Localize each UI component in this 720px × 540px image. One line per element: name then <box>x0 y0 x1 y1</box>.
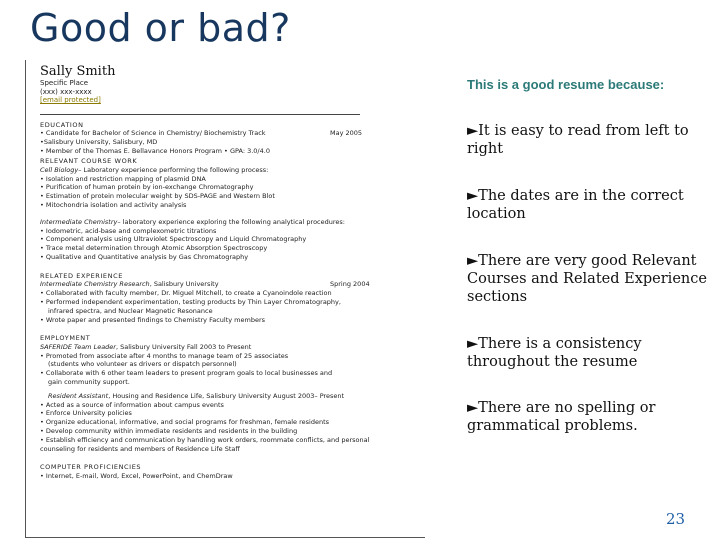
employment-heading: EMPLOYMENT <box>40 334 91 343</box>
related-heading: RELATED EXPERIENCE <box>40 271 123 280</box>
list-item: infrared spectra, and Nuclear Magnetic Resonance <box>48 306 213 315</box>
courses-heading: RELEVANT COURSE WORK <box>40 157 138 166</box>
emp1-title-row: SAFERIDE Team Leader, Salisbury University Fall 2003 to Present <box>40 342 252 351</box>
computer-heading: COMPUTER PROFICIENCIES <box>40 463 142 472</box>
list-item: • Performed independent experimentation, testing products by Thin Layer Chromatography, <box>40 297 341 306</box>
commentary-point: ►The dates are in the correct location <box>467 188 684 222</box>
commentary-point: ►It is easy to read from left to right <box>467 123 689 157</box>
list-item: • Collaborate with 6 other team leaders to present program goals to local businesses and <box>40 369 333 378</box>
resume-name: Sally Smith <box>40 64 116 79</box>
list-item: • Promoted from associate after 4 months to manage team of 25 associates <box>40 351 289 360</box>
list-item: • Wrote paper and presented findings to Chemistry Faculty members <box>40 315 266 324</box>
commentary-point: ►There are very good Relevant Courses and Related Experience sections <box>467 253 707 305</box>
list-item: (students who volunteer as drivers or dispatch personnel) <box>48 360 237 369</box>
related-date: Spring 2004 <box>330 280 370 289</box>
list-item: • Qualitative and Quantitative analysis by Gas Chromatography <box>40 253 249 262</box>
resume-document <box>25 60 425 538</box>
list-item: • Purification of human protein by ion-exchange Chromatography <box>40 183 254 192</box>
cell-bio-course: Cell Biology– Laboratory experience performing the following process: <box>40 165 269 174</box>
list-item: • Organize educational, informative, and social programs for freshman, female residents <box>40 418 330 427</box>
education-honors: • Member of the Thomas E. Bellavance Honors Program • GPA: 3.0/4.0 <box>40 146 270 155</box>
education-degree: • Candidate for Bachelor of Science in Chemistry/ Biochemistry Track May 2005 <box>40 129 363 137</box>
resume-email-link[interactable]: [email protected] <box>40 96 101 104</box>
int-chem-course: Intermediate Chemistry– laboratory experience exploring the following analytical procedures: <box>40 217 345 226</box>
commentary-heading: This is a good resume because: <box>467 77 665 92</box>
list-item: • Acted as a source of information about campus events <box>40 400 224 409</box>
list-item: • Component analysis using Ultraviolet Spectroscopy and Liquid Chromatography <box>40 235 307 244</box>
page-number: 23 <box>666 510 686 528</box>
slide-title: Good or bad? <box>30 6 291 50</box>
resume-phone: (xxx) xxx-xxxx <box>40 87 92 96</box>
resume-divider <box>40 114 360 115</box>
education-date: May 2005 <box>330 129 363 137</box>
list-item: • Collaborated with faculty member, Dr. Miguel Mitchell, to create a Cyanoindole reaction <box>40 289 332 298</box>
list-item: counseling for residents and members of Residence Life Staff <box>40 444 240 453</box>
list-item: • Establish efficiency and communication by handling work orders, roommate conflicts, and personal <box>40 435 370 444</box>
list-item: • Isolation and restriction mapping of plasmid DNA <box>40 174 206 183</box>
education-school: •Salisbury University, Salisbury, MD <box>40 137 158 146</box>
emp2-title-row: Resident Assistant, Housing and Residence Life, Salisbury University August 2003– Present <box>48 391 345 400</box>
list-item: • Enforce University policies <box>40 409 132 418</box>
list-item: • Develop community within immediate residents and residents in the building <box>40 427 298 436</box>
list-item: • Trace metal determination through Atomic Absorption Spectroscopy <box>40 244 268 253</box>
list-item: • Mitochondria isolation and activity analysis <box>40 201 187 210</box>
commentary-point: ►There is a consistency throughout the resume <box>467 336 642 370</box>
resume-place: Specific Place <box>40 79 89 87</box>
related-title-row: Intermediate Chemistry Research, Salisbury University Spring 2004 <box>40 280 370 289</box>
education-heading: EDUCATION <box>40 120 84 129</box>
emp2-title: Resident Assistant <box>48 391 109 400</box>
list-item: • Iodometric, acid-base and complexometric titrations <box>40 226 217 235</box>
commentary-point: ►There are no spelling or grammatical problems. <box>467 400 656 434</box>
computer-skills: • Internet, E-mail, Word, Excel, PowerPoint, and ChemDraw <box>40 471 233 480</box>
emp1-title: SAFERIDE Team Leader <box>40 342 116 351</box>
list-item: gain community support. <box>48 378 130 387</box>
list-item: • Estimation of protein molecular weight by SDS-PAGE and Western Blot <box>40 192 275 201</box>
cell-bio-title: Cell Biology <box>40 165 79 174</box>
related-title: Intermediate Chemistry Research <box>40 280 150 289</box>
int-chem-title: Intermediate Chemistry <box>40 217 118 226</box>
